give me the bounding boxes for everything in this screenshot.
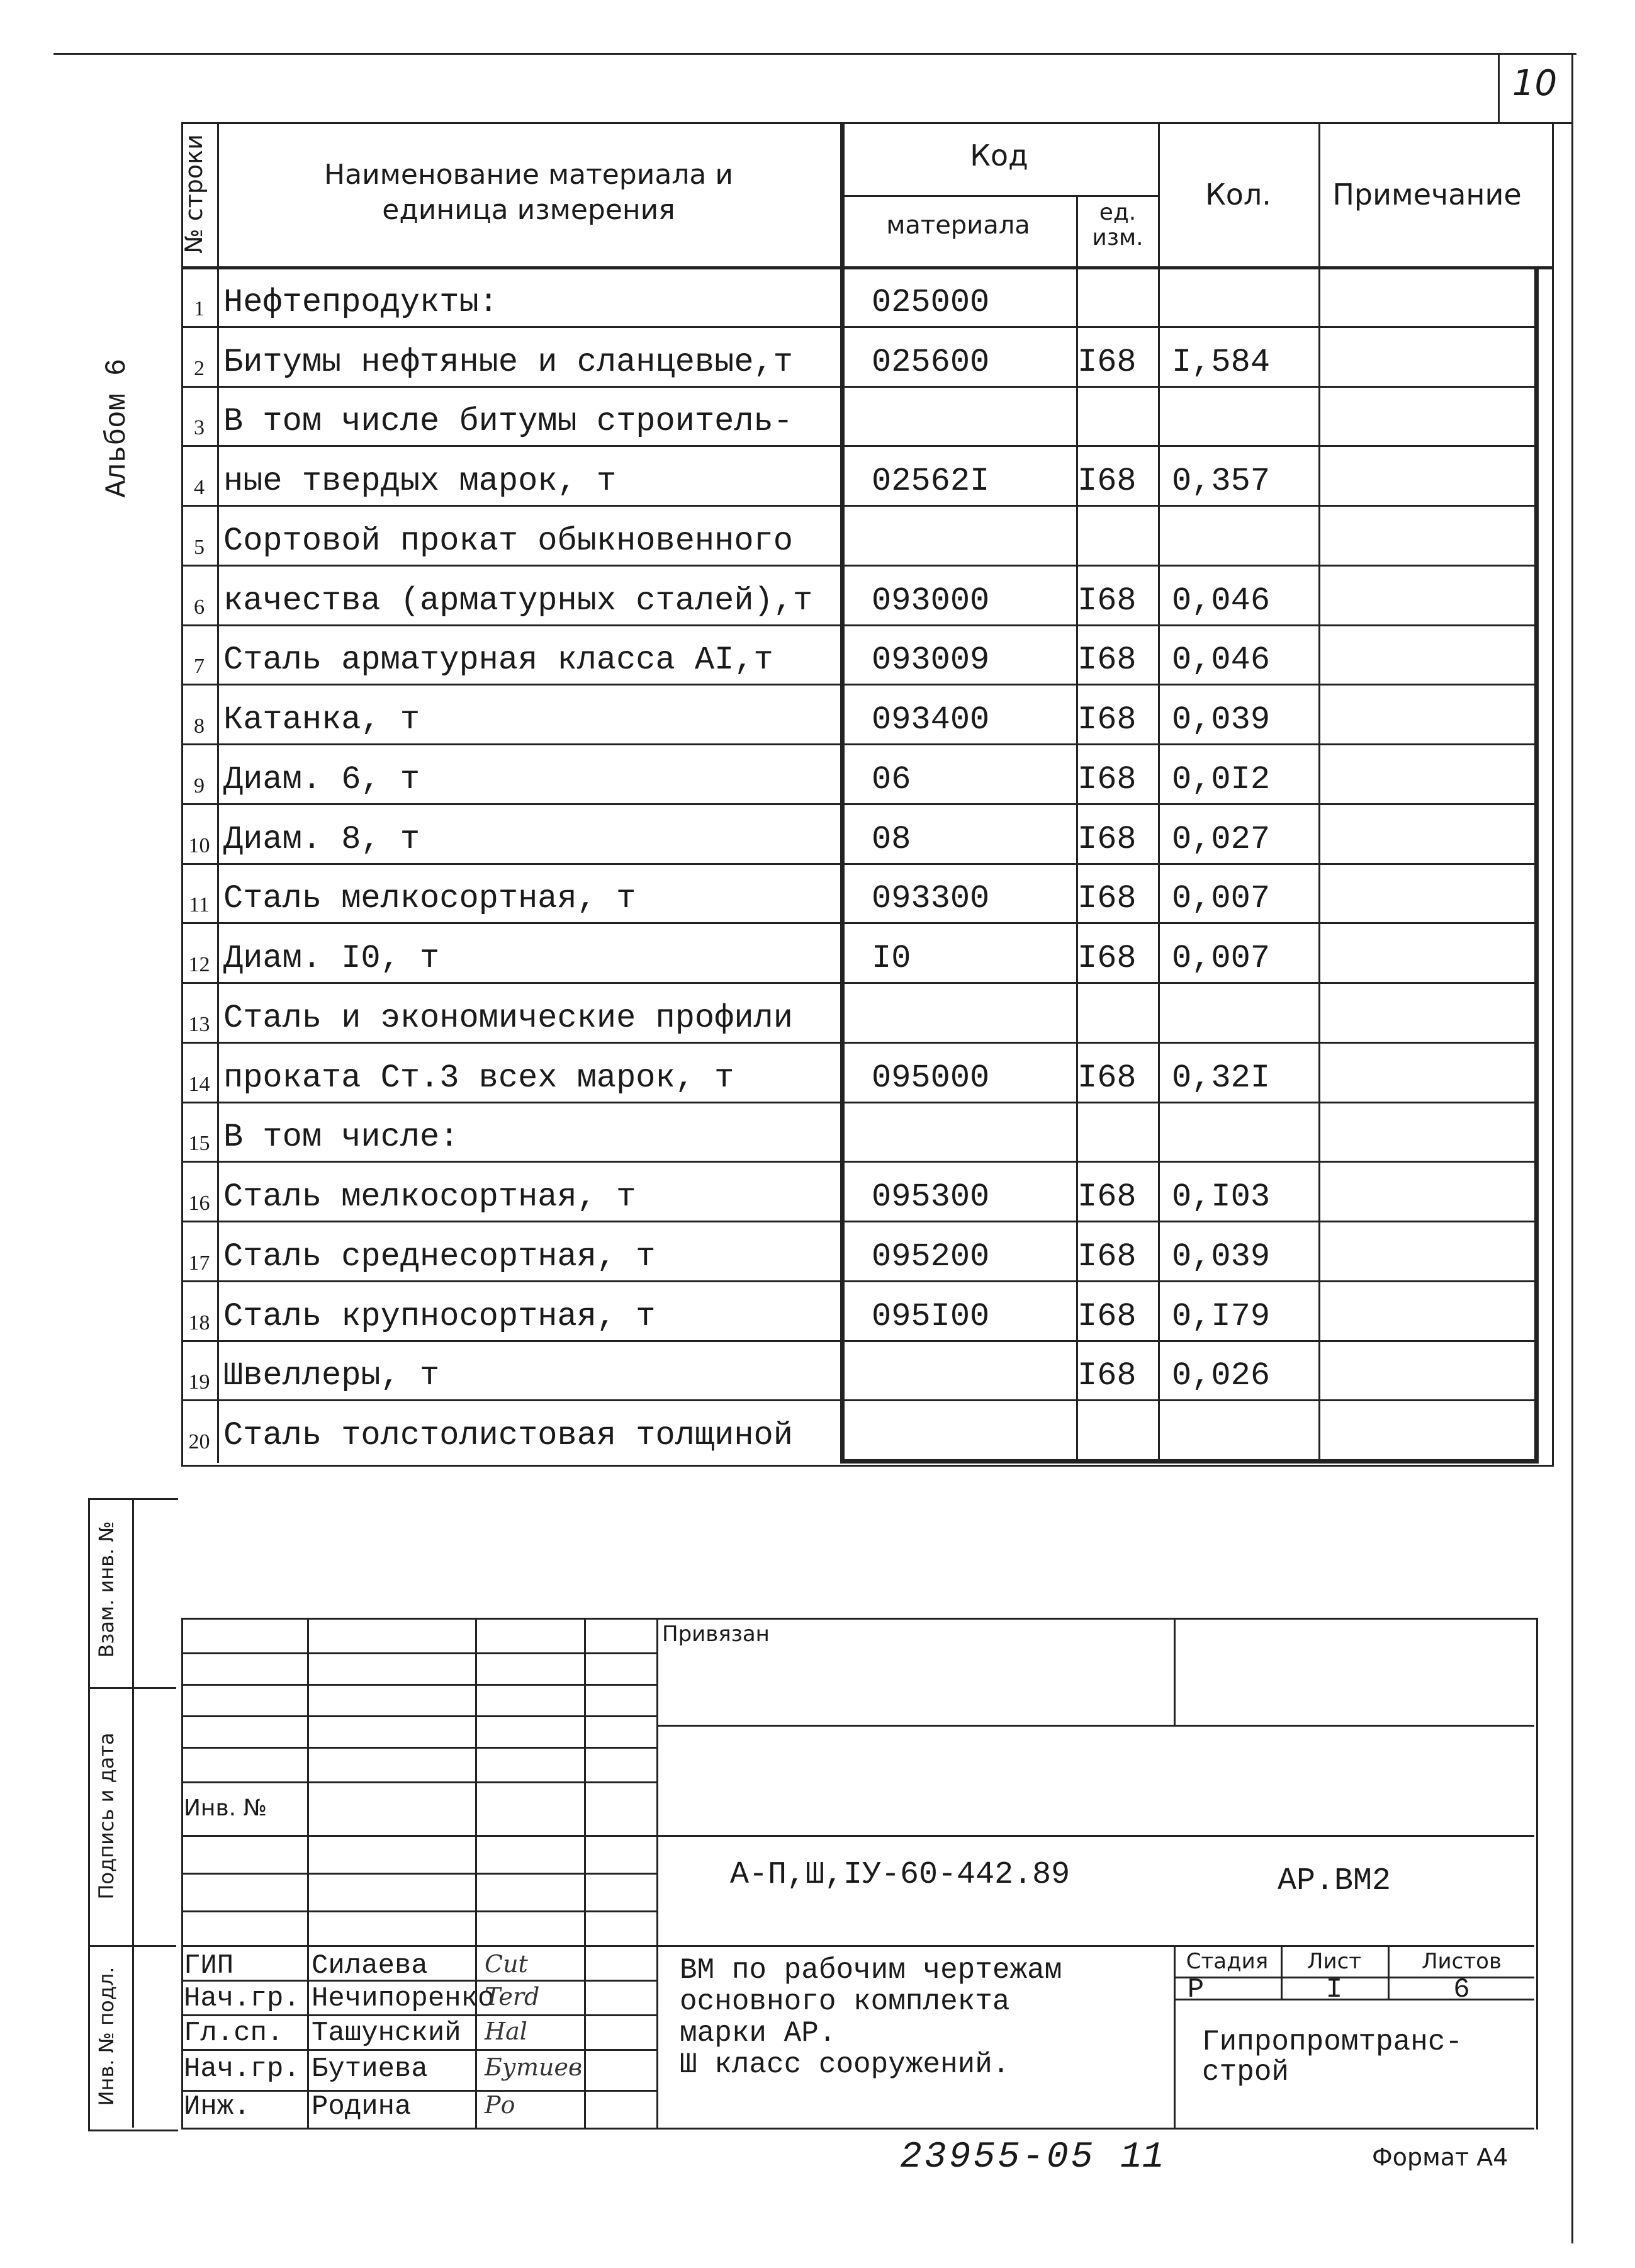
tb-grid-row (181, 1945, 656, 1947)
material-code (840, 505, 1108, 560)
row-number: 8 (194, 714, 205, 738)
note-cell (1318, 1042, 1534, 1102)
row-number: 19 (188, 1370, 210, 1394)
quantity: 0,0I2 (1172, 760, 1271, 798)
quantity: 0,046 (1172, 582, 1271, 619)
row-number: 17 (188, 1251, 210, 1275)
quantity (1158, 982, 1332, 1037)
unit-code: I68 (1077, 1238, 1137, 1275)
tb-mark: АР.ВМ2 (1278, 1863, 1391, 1899)
unit-code: I68 (1077, 1297, 1137, 1335)
table-bottom-thick (840, 1459, 1539, 1464)
material-name: Диам. 6, т (223, 760, 420, 798)
sheet-number: 10 (1512, 63, 1558, 104)
note-cell (1318, 505, 1534, 565)
quantity: 0,007 (1172, 940, 1271, 977)
row-number: 7 (194, 655, 205, 679)
material-code: 095000 (872, 1059, 990, 1097)
tb-privyazan: Привязан (662, 1622, 770, 1647)
quantity: 0,I79 (1172, 1297, 1271, 1335)
row-number: 12 (188, 953, 210, 976)
quantity: 0,357 (1172, 463, 1271, 500)
tb-row-privyazan (656, 1725, 1534, 1727)
row-number: 5 (194, 535, 205, 559)
material-name: В том числе битумы строитель- (223, 403, 793, 441)
material-name: Сортовой прокат обыкновенного (223, 522, 793, 560)
unit-code: I68 (1077, 463, 1137, 500)
row-number: 2 (194, 356, 205, 380)
unit-code (1076, 386, 1159, 441)
tb-org (1202, 2027, 1463, 2087)
header-row-number: № строки (180, 134, 208, 254)
material-code (840, 982, 1108, 1037)
material-code: 02562I (872, 463, 990, 500)
tb-row-desc (656, 1945, 1534, 1947)
tb-grid-row (181, 2014, 656, 2016)
quantity (1158, 386, 1332, 441)
tb-org-line: Гипропромтранс- (1202, 2026, 1463, 2058)
note-cell (1318, 1161, 1534, 1221)
quantity (1158, 505, 1332, 560)
role-title: Нач.гр. (184, 2053, 300, 2085)
footer-doc-number: 23955-05 (900, 2137, 1096, 2178)
material-code: 093009 (872, 641, 990, 679)
tb-doc-code: А-П,Ш,IУ-60-442.89 (730, 1857, 1070, 1893)
role-name: Бутиева (312, 2053, 428, 2085)
header-code: Код (970, 138, 1028, 172)
tb-col-sheet-left (1281, 1945, 1283, 1999)
note-cell (1318, 684, 1534, 743)
material-code: 095I00 (872, 1297, 990, 1335)
material-code (840, 1102, 1108, 1156)
quantity (1158, 1102, 1332, 1156)
stamp-podpis-data: Подпись и дата (94, 1732, 118, 1900)
material-name: Битумы нефтяные и сланцевые,т (223, 343, 793, 381)
note-cell (1318, 803, 1534, 863)
material-code: 025600 (872, 343, 990, 381)
tb-sheet: I (1325, 1974, 1343, 2006)
material-name: качества (арматурных сталей),т (223, 582, 813, 619)
material-code: 025000 (872, 283, 990, 321)
col-divider-right-thick (1534, 266, 1539, 1463)
row-number: 4 (194, 476, 205, 499)
note-cell (1318, 624, 1534, 684)
material-name: Диам. 8, т (223, 820, 420, 858)
quantity: 0,I03 (1172, 1178, 1271, 1216)
unit-code: I68 (1077, 701, 1137, 738)
material-code (840, 1340, 1108, 1395)
row-number: 18 (188, 1311, 210, 1334)
role-signature: Бутиев (485, 2053, 583, 2081)
role-name: Ташунский (312, 2017, 461, 2049)
note-cell (1318, 1221, 1534, 1280)
tb-sheets: 6 (1453, 1974, 1470, 2006)
material-code: 093400 (872, 701, 990, 738)
row-number: 13 (188, 1012, 210, 1036)
top-rule (53, 53, 1576, 55)
row-number: 11 (189, 893, 210, 917)
material-name: Диам. I0, т (223, 940, 440, 977)
tb-col-4 (656, 1618, 658, 2128)
tb-org-line: строй (1202, 2056, 1289, 2089)
material-name: Швеллеры, т (223, 1357, 440, 1395)
note-cell (1318, 982, 1534, 1042)
tb-grid-row (181, 1910, 656, 1912)
role-signature: Hal (485, 2017, 527, 2045)
row-number: 1 (194, 296, 205, 320)
tb-col-sheets-left (1388, 1945, 1390, 1999)
unit-code: I68 (1077, 1178, 1137, 1216)
stamp-vzam-inv: Взам. инв. № (94, 1521, 118, 1658)
material-code (840, 386, 1108, 441)
quantity: I,584 (1172, 343, 1271, 381)
quantity (1158, 266, 1332, 321)
role-name: Нечипоренко (312, 1983, 495, 2014)
unit-code (1076, 1399, 1159, 1454)
material-code: I0 (872, 940, 911, 977)
material-name: Сталь среднесортная, т (223, 1238, 656, 1275)
quantity: 0,026 (1172, 1357, 1271, 1395)
footer-page-mark: 11 (1120, 2137, 1164, 2178)
row-number: 3 (194, 416, 205, 440)
row-number: 9 (194, 774, 205, 798)
tb-line-bottom (181, 2128, 1534, 2130)
material-name: Катанка, т (223, 701, 420, 738)
quantity (1158, 1399, 1332, 1454)
material-code: 08 (872, 820, 911, 858)
tb-grid-row (181, 1873, 656, 1875)
quantity: 0,007 (1172, 880, 1271, 918)
material-name: Нефтепродукты: (223, 283, 498, 321)
role-title: Инж. (184, 2091, 250, 2123)
stamp-inv-podl: Инв. № подл. (94, 1966, 118, 2106)
role-signature: Cut (485, 1950, 528, 1978)
row-number: 16 (188, 1192, 210, 1215)
note-cell (1318, 386, 1534, 446)
tb-inv-no: Инв. № (184, 1795, 267, 1821)
material-code: 095200 (872, 1238, 990, 1275)
unit-code (1076, 266, 1159, 321)
note-cell (1318, 565, 1534, 624)
material-name: Сталь мелкосортная, т (223, 1178, 636, 1216)
header-code-material: материала (886, 211, 1030, 240)
role-name: Силаева (312, 1950, 428, 1982)
note-cell (1318, 863, 1534, 923)
quantity: 0,039 (1172, 1238, 1271, 1275)
tb-col-stage-left (1174, 1945, 1176, 2128)
code-header-split (840, 195, 1158, 197)
role-title: ГИП (184, 1950, 234, 1982)
quantity: 0,046 (1172, 641, 1271, 679)
material-name: ные твердых марок, т (223, 463, 617, 500)
material-name: Сталь арматурная класса AI,т (223, 641, 773, 679)
tb-sheet-label: Лист (1306, 1949, 1362, 1974)
material-name: Сталь крупносортная, т (223, 1297, 656, 1335)
right-border (1571, 53, 1573, 2243)
header-note: Примечание (1332, 178, 1522, 212)
tb-sheets-label: Листов (1421, 1949, 1502, 1974)
tb-stage: Р (1187, 1974, 1205, 2006)
role-title: Гл.сп. (184, 2017, 284, 2049)
note-cell (1318, 1399, 1534, 1459)
album-label: Альбом 6 (101, 358, 133, 498)
tb-grid-row (181, 1715, 656, 1717)
tb-grid-row (181, 2049, 656, 2051)
role-signature: Terd (485, 1983, 540, 2011)
tb-desc-line: марки АР. (680, 2017, 836, 2050)
material-code: 093000 (872, 582, 990, 619)
unit-code: I68 (1077, 880, 1137, 918)
side-stamp-inner (132, 1498, 134, 2128)
material-name: В том числе: (223, 1119, 459, 1156)
unit-code (1076, 505, 1159, 560)
material-code (840, 1399, 1108, 1454)
unit-code: I68 (1077, 343, 1137, 381)
material-name: Сталь мелкосортная, т (223, 880, 636, 918)
tb-desc-line: основного комплекта (680, 1985, 1010, 2018)
tb-grid-row (181, 1747, 656, 1749)
role-signature: Ро (485, 2091, 515, 2119)
row-number: 10 (188, 833, 210, 857)
unit-code: I68 (1077, 820, 1137, 858)
unit-code (1076, 1102, 1159, 1156)
side-stamp-split-1 (88, 1687, 176, 1689)
note-cell (1318, 1340, 1534, 1400)
note-cell (1318, 1102, 1534, 1161)
tb-grid-row (181, 1835, 656, 1837)
quantity: 0,32I (1172, 1059, 1271, 1097)
role-title: Нач.гр. (184, 1983, 300, 2014)
tb-stage-label: Стадия (1186, 1949, 1269, 1974)
tb-desc-line: Ш класс сооружений. (680, 2048, 1010, 2081)
quantity: 0,039 (1172, 701, 1271, 738)
material-name: проката Ст.3 всех марок, т (223, 1059, 734, 1097)
row-number: 6 (194, 595, 205, 619)
unit-code: I68 (1077, 1357, 1137, 1395)
row-number: 14 (188, 1072, 210, 1096)
material-code: 093300 (872, 880, 990, 918)
quantity: 0,027 (1172, 820, 1271, 858)
unit-code: I68 (1077, 760, 1137, 798)
tb-grid-row (181, 1652, 656, 1654)
row-number: 20 (188, 1430, 210, 1453)
note-cell (1318, 266, 1534, 326)
unit-code: I68 (1077, 582, 1137, 619)
unit-code: I68 (1077, 641, 1137, 679)
tb-desc-line: ВМ по рабочим чертежам (680, 1954, 1062, 1987)
note-cell (1318, 1280, 1534, 1340)
tb-grid-row (181, 1684, 656, 1686)
tb-grid-row (181, 1781, 656, 1783)
note-cell (1318, 743, 1534, 803)
material-code: 06 (872, 760, 911, 798)
material-name: Сталь и экономические профили (223, 999, 793, 1037)
unit-code (1076, 982, 1159, 1037)
header-qty: Кол. (1205, 178, 1271, 212)
header-code-unit: ед. изм. (1092, 200, 1143, 251)
material-name: Сталь толстолистовая толщиной (223, 1417, 793, 1454)
tb-description (680, 1955, 1062, 2080)
note-cell (1318, 326, 1534, 386)
header-name: Наименование материала и единица измерения (324, 159, 733, 226)
unit-code: I68 (1077, 1059, 1137, 1097)
unit-code: I68 (1077, 940, 1137, 977)
footer-format: Формат А4 (1372, 2143, 1509, 2171)
tb-row-doc (656, 1835, 1534, 1837)
tb-col-privyazan-right (1174, 1618, 1176, 1725)
row-number: 15 (188, 1132, 210, 1156)
role-name: Родина (312, 2091, 412, 2123)
note-cell (1318, 445, 1534, 505)
material-code: 095300 (872, 1178, 990, 1216)
note-cell (1318, 922, 1534, 982)
